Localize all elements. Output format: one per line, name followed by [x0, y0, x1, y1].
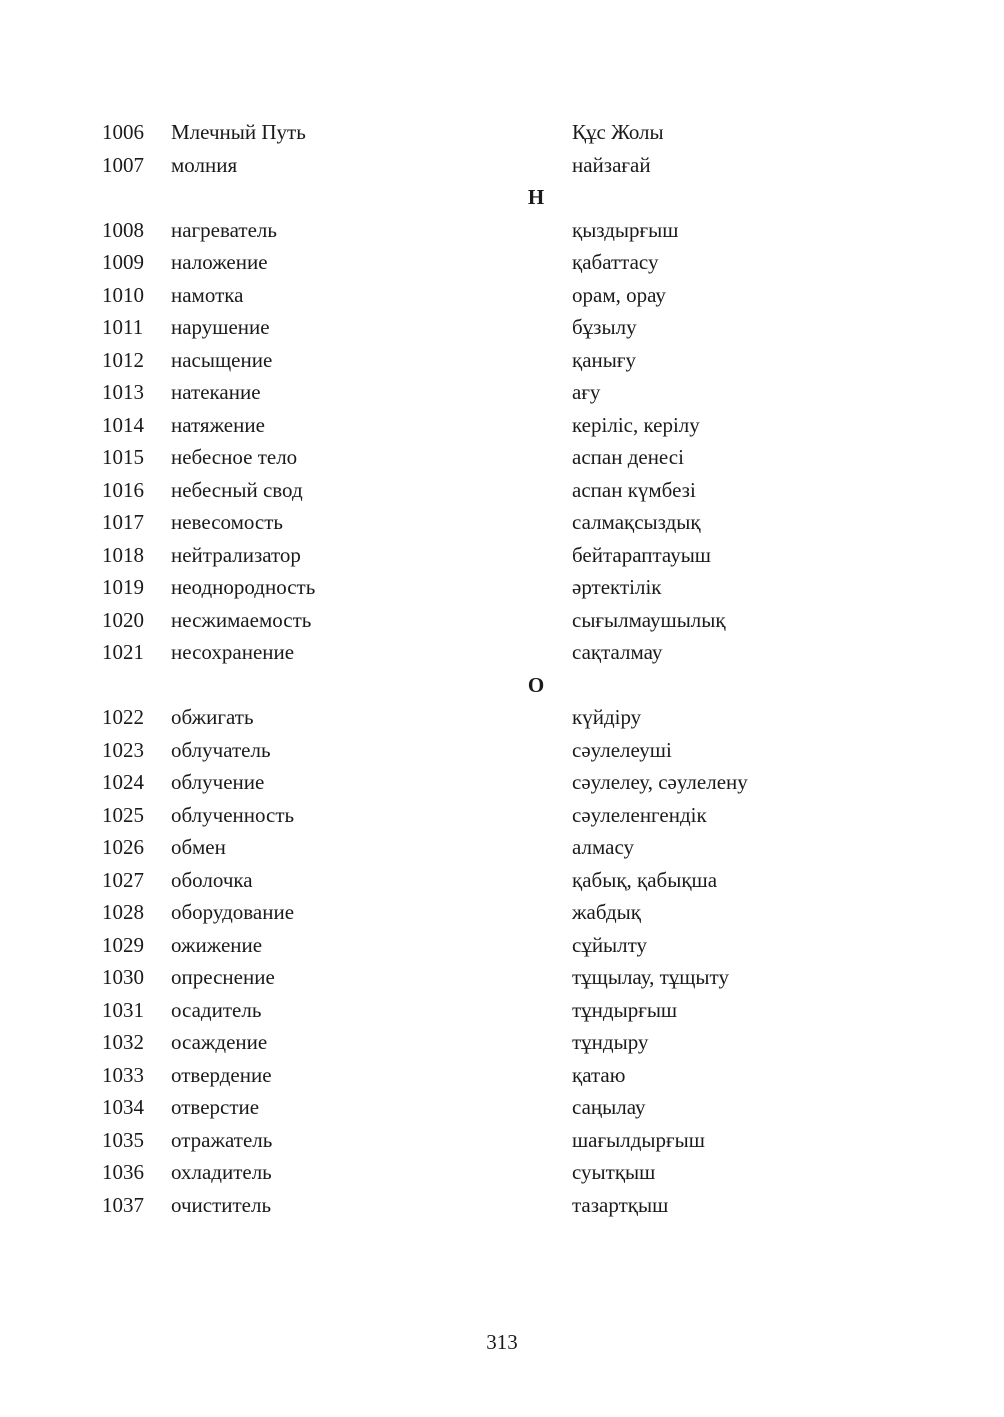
russian-term: отражатель — [171, 1127, 273, 1152]
glossary-entry — [0, 311, 1004, 344]
glossary-entry — [0, 1124, 1004, 1157]
russian-term: небесный свод — [171, 477, 303, 502]
kazakh-term: қанығу — [572, 347, 636, 372]
kazakh-term: жабдық — [572, 900, 641, 924]
entry-number: 1023 — [102, 737, 144, 762]
entry-number: 1035 — [102, 1127, 144, 1152]
glossary-entry — [0, 604, 1004, 637]
kazakh-term: керіліс, керілу — [572, 412, 700, 437]
russian-term: облучатель — [171, 737, 271, 762]
russian-term: намотка — [171, 282, 244, 307]
russian-term: насыщение — [171, 347, 273, 372]
entry-number: 1011 — [102, 315, 144, 339]
kazakh-term: тұндырғыш — [572, 997, 678, 1022]
entry-number: 1032 — [102, 1030, 144, 1054]
entry-number: 1010 — [102, 282, 144, 307]
russian-term: наложение — [171, 250, 268, 274]
kazakh-term: қабаттасу — [572, 250, 659, 274]
glossary-entry — [0, 571, 1004, 604]
russian-term: отверстие — [171, 1095, 260, 1119]
page-number: 313 — [486, 1330, 518, 1354]
kazakh-term: найзағай — [572, 152, 651, 177]
russian-term: оболочка — [171, 867, 253, 892]
russian-term: очиститель — [171, 1192, 272, 1217]
glossary-entry — [0, 864, 1004, 897]
entry-number: 1037 — [102, 1192, 144, 1217]
russian-term: нейтрализатор — [171, 542, 301, 567]
russian-term: облученность — [171, 802, 295, 827]
russian-term: ожижение — [171, 932, 263, 957]
russian-term: натекание — [171, 380, 261, 404]
glossary-entry — [0, 766, 1004, 799]
glossary-entry — [0, 799, 1004, 832]
russian-term: нагреватель — [171, 217, 277, 242]
glossary-entry — [0, 1156, 1004, 1189]
glossary-entry — [0, 539, 1004, 572]
russian-term: несжимаемость — [171, 607, 312, 632]
entry-number: 1020 — [102, 607, 144, 632]
entry-number: 1034 — [102, 1095, 144, 1119]
glossary-entry — [0, 831, 1004, 864]
kazakh-term: сәулелеуші — [572, 737, 672, 762]
russian-term: облучение — [171, 770, 265, 794]
kazakh-term: сұйылту — [572, 932, 648, 957]
kazakh-term: сығылмаушылық — [572, 607, 726, 632]
kazakh-term: салмақсыздық — [572, 510, 701, 534]
kazakh-term: Құс Жолы — [572, 120, 664, 144]
glossary-entry — [0, 1059, 1004, 1092]
glossary-entry — [0, 474, 1004, 507]
kazakh-term: сәулелеу, сәулелену — [572, 770, 748, 794]
entry-number: 1022 — [102, 705, 144, 729]
entry-number: 1009 — [102, 250, 144, 274]
entry-number: 1031 — [102, 997, 144, 1022]
kazakh-term: ағу — [572, 380, 601, 404]
entry-number: 1027 — [102, 867, 144, 892]
kazakh-term: тұндыру — [572, 1030, 649, 1054]
glossary-entry — [0, 116, 1004, 149]
section-letter-heading: Н — [527, 185, 545, 209]
kazakh-term: әртектілік — [572, 575, 662, 599]
entry-number: 1019 — [102, 575, 144, 599]
russian-term: обмен — [171, 835, 226, 859]
glossary-entry — [0, 279, 1004, 312]
glossary-entry — [0, 929, 1004, 962]
russian-term: натяжение — [171, 412, 265, 437]
kazakh-term: күйдіру — [572, 705, 642, 729]
glossary-entry — [0, 214, 1004, 247]
glossary-entry — [0, 409, 1004, 442]
russian-term: осаждение — [171, 1030, 268, 1054]
glossary-entry — [0, 506, 1004, 539]
glossary-entry — [0, 636, 1004, 669]
entry-number: 1036 — [102, 1160, 144, 1184]
russian-term: опреснение — [171, 965, 275, 989]
entry-number: 1006 — [102, 120, 144, 144]
entry-number: 1012 — [102, 347, 144, 372]
entry-number: 1021 — [102, 640, 144, 664]
entry-number: 1018 — [102, 542, 144, 567]
entry-number: 1024 — [102, 770, 144, 794]
kazakh-term: бейтараптауыш — [572, 542, 711, 567]
russian-term: оборудование — [171, 900, 295, 924]
entry-number: 1016 — [102, 477, 144, 502]
kazakh-term: аспан денесі — [572, 445, 684, 469]
russian-term: нарушение — [171, 315, 270, 339]
glossary-entry — [0, 149, 1004, 182]
entry-number: 1030 — [102, 965, 144, 989]
kazakh-term: қатаю — [572, 1062, 626, 1087]
kazakh-term: алмасу — [572, 835, 634, 859]
section-letter-heading: О — [527, 672, 545, 697]
kazakh-term: шағылдырғыш — [572, 1127, 705, 1152]
russian-term: неоднородность — [171, 575, 316, 599]
kazakh-term: сәулеленгендік — [572, 802, 707, 827]
entry-number: 1007 — [102, 152, 144, 177]
glossary-entry — [0, 441, 1004, 474]
russian-term: молния — [171, 152, 238, 177]
kazakh-term: бұзылу — [572, 315, 637, 339]
entry-number: 1008 — [102, 217, 144, 242]
glossary-entry — [0, 344, 1004, 377]
glossary-entry — [0, 994, 1004, 1027]
kazakh-term: сақталмау — [572, 640, 663, 664]
entry-number: 1014 — [102, 412, 144, 437]
entry-number: 1013 — [102, 380, 144, 404]
russian-term: невесомость — [171, 510, 284, 534]
glossary-entry — [0, 376, 1004, 409]
glossary-entry — [0, 701, 1004, 734]
russian-term: Млечный Путь — [171, 120, 306, 144]
glossary-entry — [0, 734, 1004, 767]
entry-number: 1033 — [102, 1062, 144, 1087]
glossary-entry — [0, 1091, 1004, 1124]
russian-term: обжигать — [171, 705, 254, 729]
glossary-entry — [0, 246, 1004, 279]
glossary-entry — [0, 896, 1004, 929]
russian-term: отвердение — [171, 1062, 272, 1087]
kazakh-term: орам, орау — [572, 282, 666, 307]
russian-term: осадитель — [171, 997, 262, 1022]
entry-number: 1017 — [102, 510, 144, 534]
glossary-entry — [0, 961, 1004, 994]
entry-number: 1029 — [102, 932, 144, 957]
kazakh-term: қыздырғыш — [572, 217, 679, 242]
kazakh-term: қабық, қабықша — [572, 867, 718, 892]
entry-number: 1028 — [102, 900, 144, 924]
glossary-page — [0, 116, 1004, 1221]
russian-term: небесное тело — [171, 445, 298, 469]
kazakh-term: суытқыш — [572, 1160, 656, 1184]
russian-term: охладитель — [171, 1160, 272, 1184]
entry-number: 1026 — [102, 835, 144, 859]
kazakh-term: тұщылау, тұщыту — [572, 965, 729, 989]
kazakh-term: тазартқыш — [572, 1192, 669, 1217]
kazakh-term: аспан күмбезі — [572, 477, 696, 502]
entry-number: 1015 — [102, 445, 144, 469]
entry-number: 1025 — [102, 802, 144, 827]
russian-term: несохранение — [171, 640, 295, 664]
glossary-entry — [0, 1026, 1004, 1059]
kazakh-term: саңылау — [572, 1095, 646, 1119]
glossary-entry — [0, 1189, 1004, 1222]
